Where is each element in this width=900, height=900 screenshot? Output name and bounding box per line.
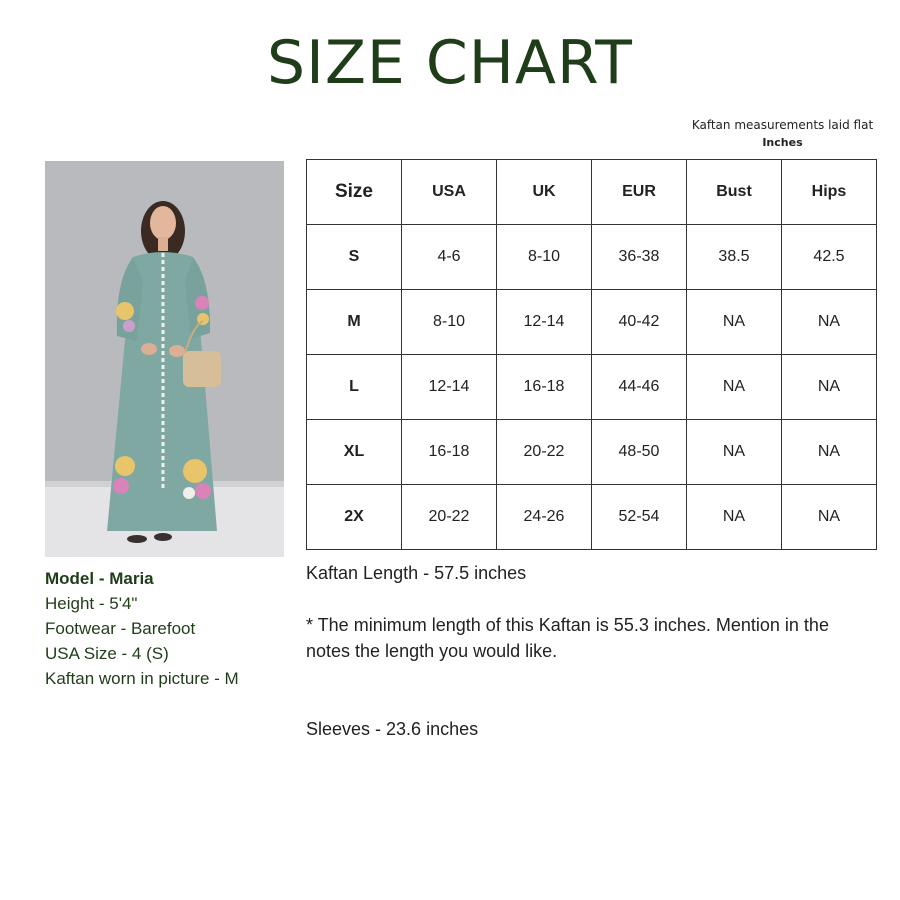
table-cell: 12-14 (497, 290, 592, 355)
measurement-unit: Inches (762, 136, 803, 149)
table-cell: 20-22 (497, 420, 592, 485)
table-cell: NA (782, 290, 877, 355)
model-photo (45, 161, 284, 557)
table-cell: 8-10 (497, 225, 592, 290)
table-cell: 16-18 (402, 420, 497, 485)
kaftan-details (306, 560, 876, 742)
measurement-note-text: Kaftan measurements laid flat (691, 118, 874, 132)
model-photo-illustration (45, 161, 284, 557)
table-cell: L (307, 355, 402, 420)
table-cell: 4-6 (402, 225, 497, 290)
table-header-row (307, 160, 877, 225)
table-cell: 42.5 (782, 225, 877, 290)
kaftan-minimum-length: * The minimum length of this Kaftan is 55.3 inches. Mention in the notes the length you would like. (306, 615, 829, 661)
table-cell: M (307, 290, 402, 355)
header-size: Size (307, 160, 402, 225)
kaftan-sleeves: Sleeves - 23.6 inches (306, 719, 479, 739)
model-kaftan-size: Kaftan worn in picture - M (45, 669, 239, 688)
table-row (307, 355, 877, 420)
measurement-note (680, 117, 885, 151)
header-bust: Bust (687, 160, 782, 225)
table-cell: 20-22 (402, 485, 497, 550)
table-row (307, 290, 877, 355)
header-usa: USA (402, 160, 497, 225)
kaftan-length: Kaftan Length - 57.5 inches (306, 563, 527, 583)
table-row (307, 420, 877, 485)
header-uk: UK (497, 160, 592, 225)
table-cell: 16-18 (497, 355, 592, 420)
table-cell: XL (307, 420, 402, 485)
table-cell: NA (782, 355, 877, 420)
model-info (45, 566, 239, 691)
table-cell: NA (782, 485, 877, 550)
table-cell: 36-38 (592, 225, 687, 290)
model-usa-size: USA Size - 4 (S) (45, 644, 169, 663)
model-name: Model - Maria (45, 569, 154, 588)
table-cell: 12-14 (402, 355, 497, 420)
size-table (306, 159, 877, 550)
table-row (307, 225, 877, 290)
table-cell: NA (687, 355, 782, 420)
table-cell: 40-42 (592, 290, 687, 355)
table-cell: NA (782, 420, 877, 485)
table-cell: NA (687, 290, 782, 355)
table-cell: 38.5 (687, 225, 782, 290)
table-cell: 48-50 (592, 420, 687, 485)
model-height: Height - 5'4" (45, 594, 138, 613)
table-cell: 52-54 (592, 485, 687, 550)
header-eur: EUR (592, 160, 687, 225)
table-row (307, 485, 877, 550)
table-cell: 8-10 (402, 290, 497, 355)
table-cell: NA (687, 420, 782, 485)
table-cell: 2X (307, 485, 402, 550)
table-cell: 44-46 (592, 355, 687, 420)
table-cell: 24-26 (497, 485, 592, 550)
table-cell: NA (687, 485, 782, 550)
table-cell: S (307, 225, 402, 290)
model-footwear: Footwear - Barefoot (45, 619, 196, 638)
page-title: SIZE CHART (267, 28, 633, 98)
header-hips: Hips (782, 160, 877, 225)
